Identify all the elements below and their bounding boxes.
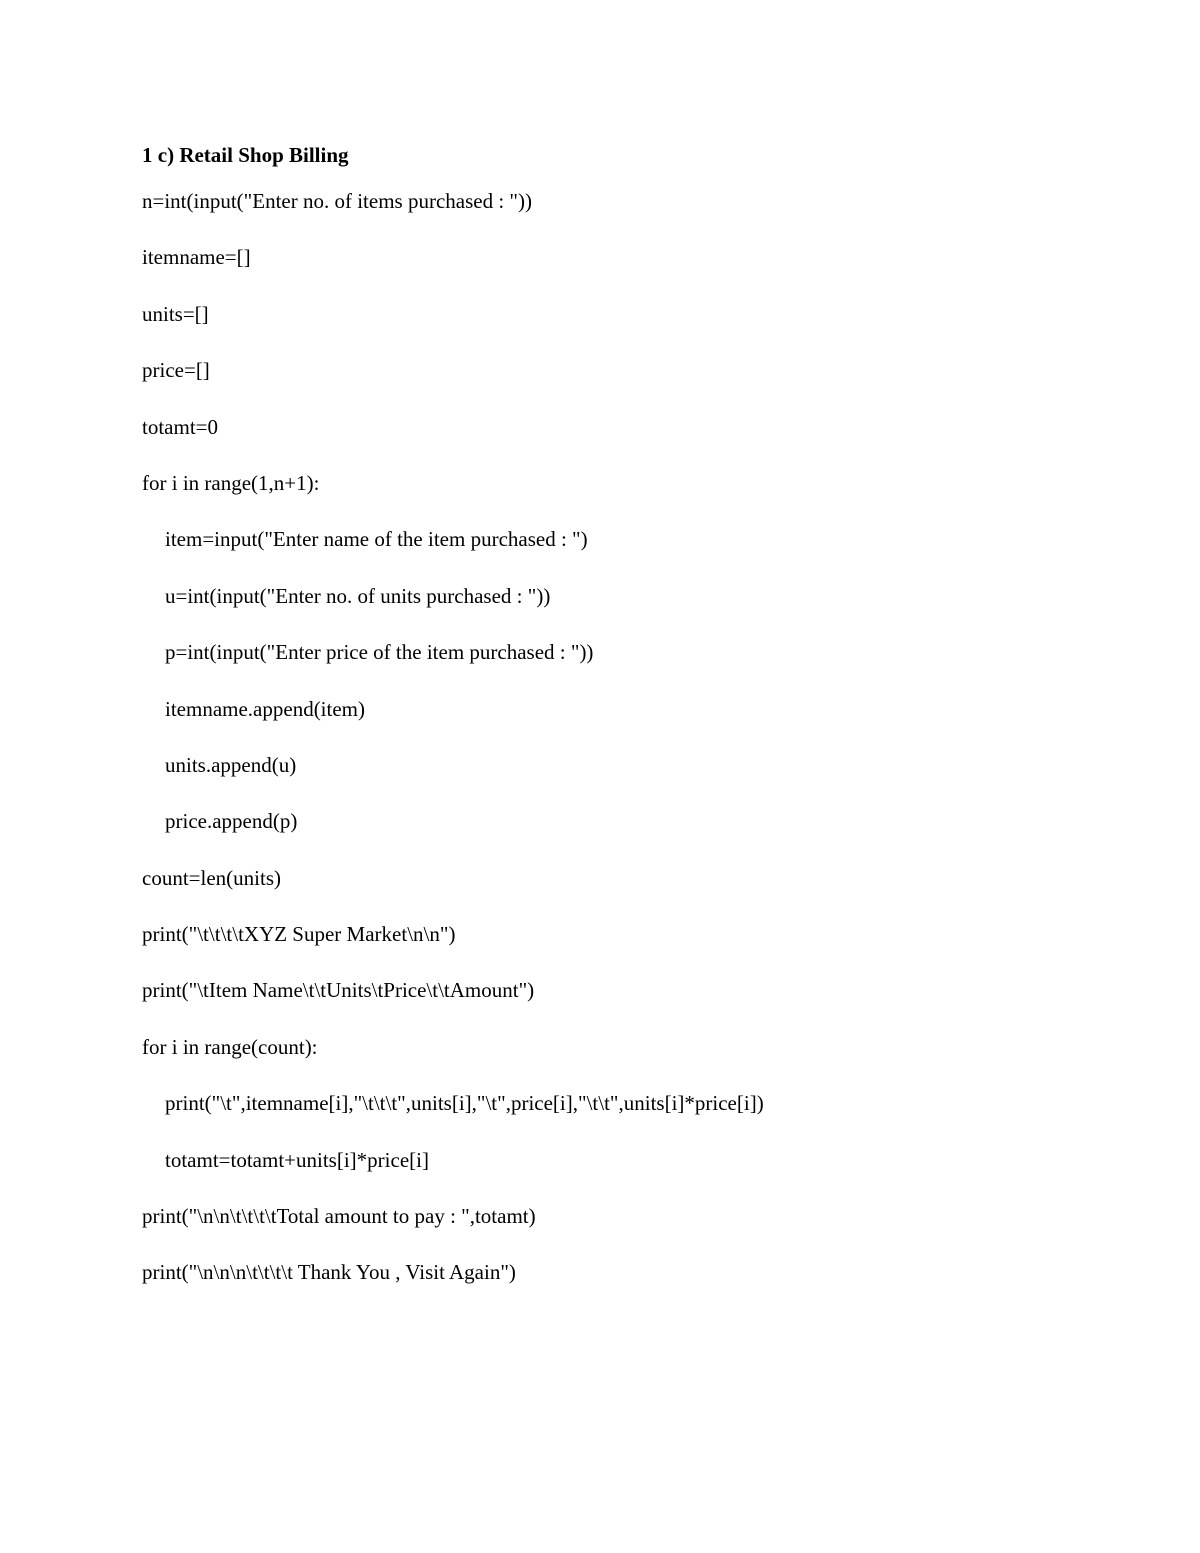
code-listing bbox=[142, 186, 764, 1314]
code-line: print("\n\n\n\t\t\t\t Thank You , Visit Again") bbox=[142, 1260, 516, 1285]
code-line: item=input("Enter name of the item purchased : ") bbox=[165, 527, 588, 552]
code-line: p=int(input("Enter price of the item purchased : ")) bbox=[165, 640, 594, 665]
code-line: print("\tItem Name\t\tUnits\tPrice\t\tAmount") bbox=[142, 978, 535, 1003]
code-line: count=len(units) bbox=[142, 865, 281, 890]
code-line: totamt=totamt+units[i]*price[i] bbox=[165, 1147, 429, 1172]
code-line: units.append(u) bbox=[165, 752, 297, 777]
document-heading: 1 c) Retail Shop Billing bbox=[142, 143, 349, 167]
code-line: n=int(input("Enter no. of items purchased : ")) bbox=[142, 189, 532, 213]
code-line: price.append(p) bbox=[165, 809, 298, 834]
code-line: u=int(input("Enter no. of units purchased : ")) bbox=[165, 583, 551, 608]
code-line: itemname.append(item) bbox=[165, 696, 366, 721]
code-line: print("\t",itemname[i],"\t\t\t",units[i],"\t",price[i],"\t\t",units[i]*price[i]) bbox=[165, 1091, 764, 1116]
code-line: itemname=[] bbox=[142, 245, 251, 270]
code-line: for i in range(count): bbox=[142, 1034, 318, 1059]
code-line: totamt=0 bbox=[142, 414, 219, 439]
code-line: print("\n\n\t\t\t\tTotal amount to pay : ",totamt) bbox=[142, 1204, 536, 1229]
code-line: price=[] bbox=[142, 358, 210, 383]
code-line: for i in range(1,n+1): bbox=[142, 470, 320, 495]
code-line: units=[] bbox=[142, 301, 209, 326]
code-line: print("\t\t\t\tXYZ Super Market\n\n") bbox=[142, 922, 456, 947]
